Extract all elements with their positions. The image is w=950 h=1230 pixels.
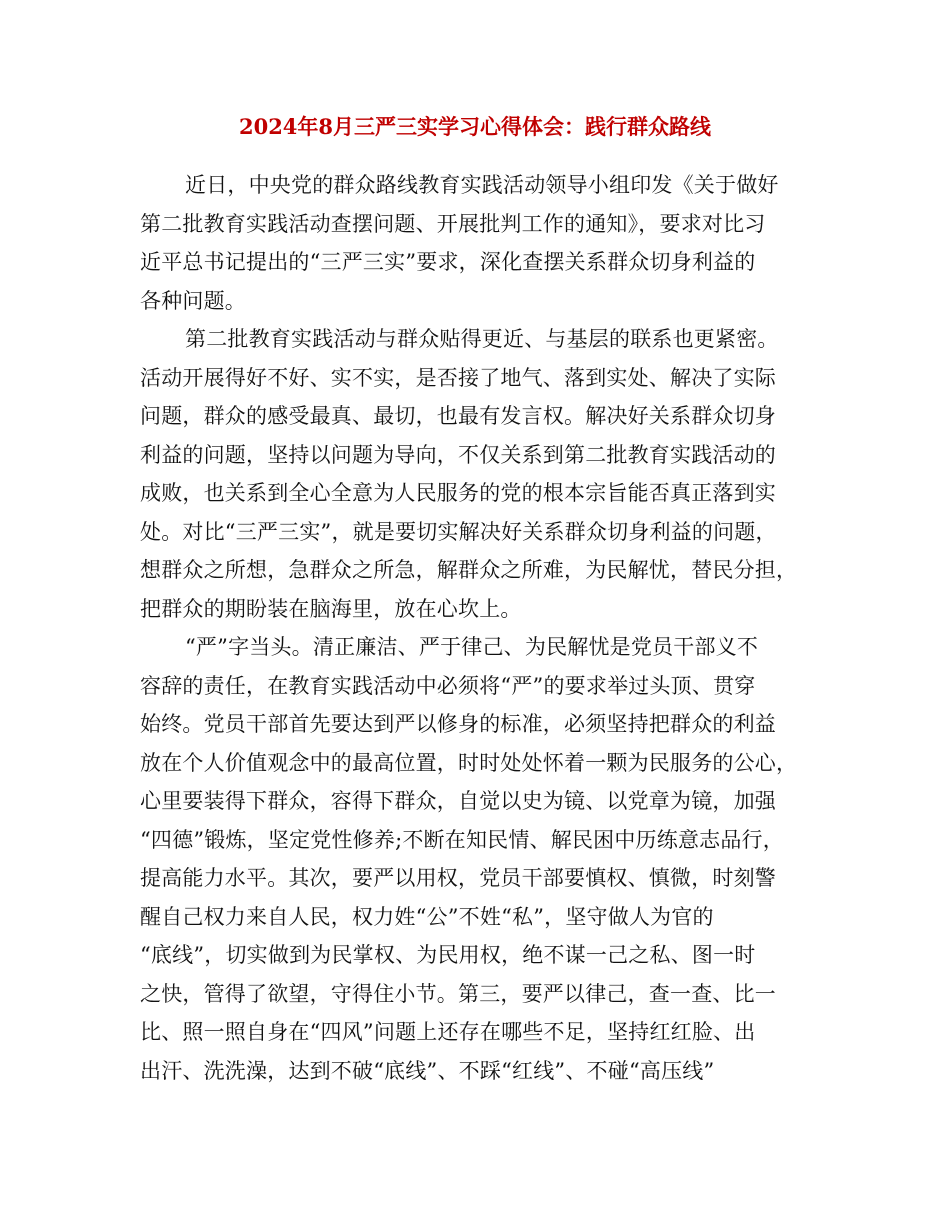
text-line: 各种问题。 <box>140 288 246 313</box>
document-body <box>140 166 812 1090</box>
document-title: 2024年8月三严三实学习心得体会：践行群众路线 <box>238 114 712 139</box>
paragraph-3 <box>140 628 812 1090</box>
paragraph-2 <box>140 320 812 628</box>
text-line: 问题，群众的感受最真、最切，也最有发言权。解决好关系群众切身 <box>140 404 776 428</box>
text-line: 始终。党员干部首先要达到严以修身的标准，必须坚持把群众的利益 <box>140 712 776 736</box>
text-line: 近日，中央党的群众路线教育实践活动领导小组印发《关于做好 <box>185 173 779 197</box>
text-line: 成败，也关系到全心全意为人民服务的党的根本宗旨能否真正落到实 <box>140 481 776 505</box>
paragraph-1 <box>140 166 812 320</box>
text-line: 第二批教育实践活动与群众贴得更近、与基层的联系也更紧密。 <box>185 327 779 351</box>
text-line: “严”字当头。清正廉洁、严于律己、为民解忧是党员干部义不 <box>185 635 759 659</box>
text-line: 近平总书记提出的“三严三实”要求，深化查摆关系群众切身利益的 <box>140 250 756 274</box>
text-line: “四德”锻炼，坚定党性修养;不断在知民情、解民困中历练意志品行， <box>140 827 784 852</box>
text-line: 活动开展得好不好、实不实，是否接了地气、落到实处、解决了实际 <box>140 365 776 390</box>
text-line: 处。对比“三严三实”，就是要切实解决好关系群众切身利益的问题， <box>140 519 777 544</box>
text-line: 之快，管得了欲望，守得住小节。第三，要严以律己，查一查、比一 <box>140 981 776 1006</box>
text-line: 出汗、洗洗澡，达到不破“底线”、不踩“红线”、不碰“高压线” <box>140 1058 715 1083</box>
text-line: 想群众之所想，急群众之所急，解群众之所难，为民解忧，替民分担， <box>140 558 798 582</box>
text-line: 心里要装得下群众，容得下群众，自觉以史为镜、以党章为镜，加强 <box>140 789 776 813</box>
text-line: 醒自己权力来自人民，权力姓“公”不姓“私”，坚守做人为官的 <box>140 904 714 929</box>
text-line: 利益的问题，坚持以问题为导向，不仅关系到第二批教育实践活动的 <box>140 442 776 467</box>
text-line: “底线”，切实做到为民掌权、为民用权，绝不谋一己之私、图一时 <box>140 943 756 967</box>
text-line: 比、照一照自身在“四风”问题上还存在哪些不足，坚持红红脸、出 <box>140 1020 756 1044</box>
text-line: 容辞的责任，在教育实践活动中必须将“严”的要求举过头顶、贯穿 <box>140 673 756 698</box>
text-line: 第二批教育实践活动查摆问题、开展批判工作的通知》，要求对比习 <box>140 211 766 236</box>
text-line: 放在个人价值观念中的最高位置，时时处处怀着一颗为民服务的公心， <box>140 750 798 775</box>
text-line: 提高能力水平。其次，要严以用权，党员干部要慎权、慎微，时刻警 <box>140 866 776 890</box>
text-line: 把群众的期盼装在脑海里，放在心坎上。 <box>140 596 522 621</box>
